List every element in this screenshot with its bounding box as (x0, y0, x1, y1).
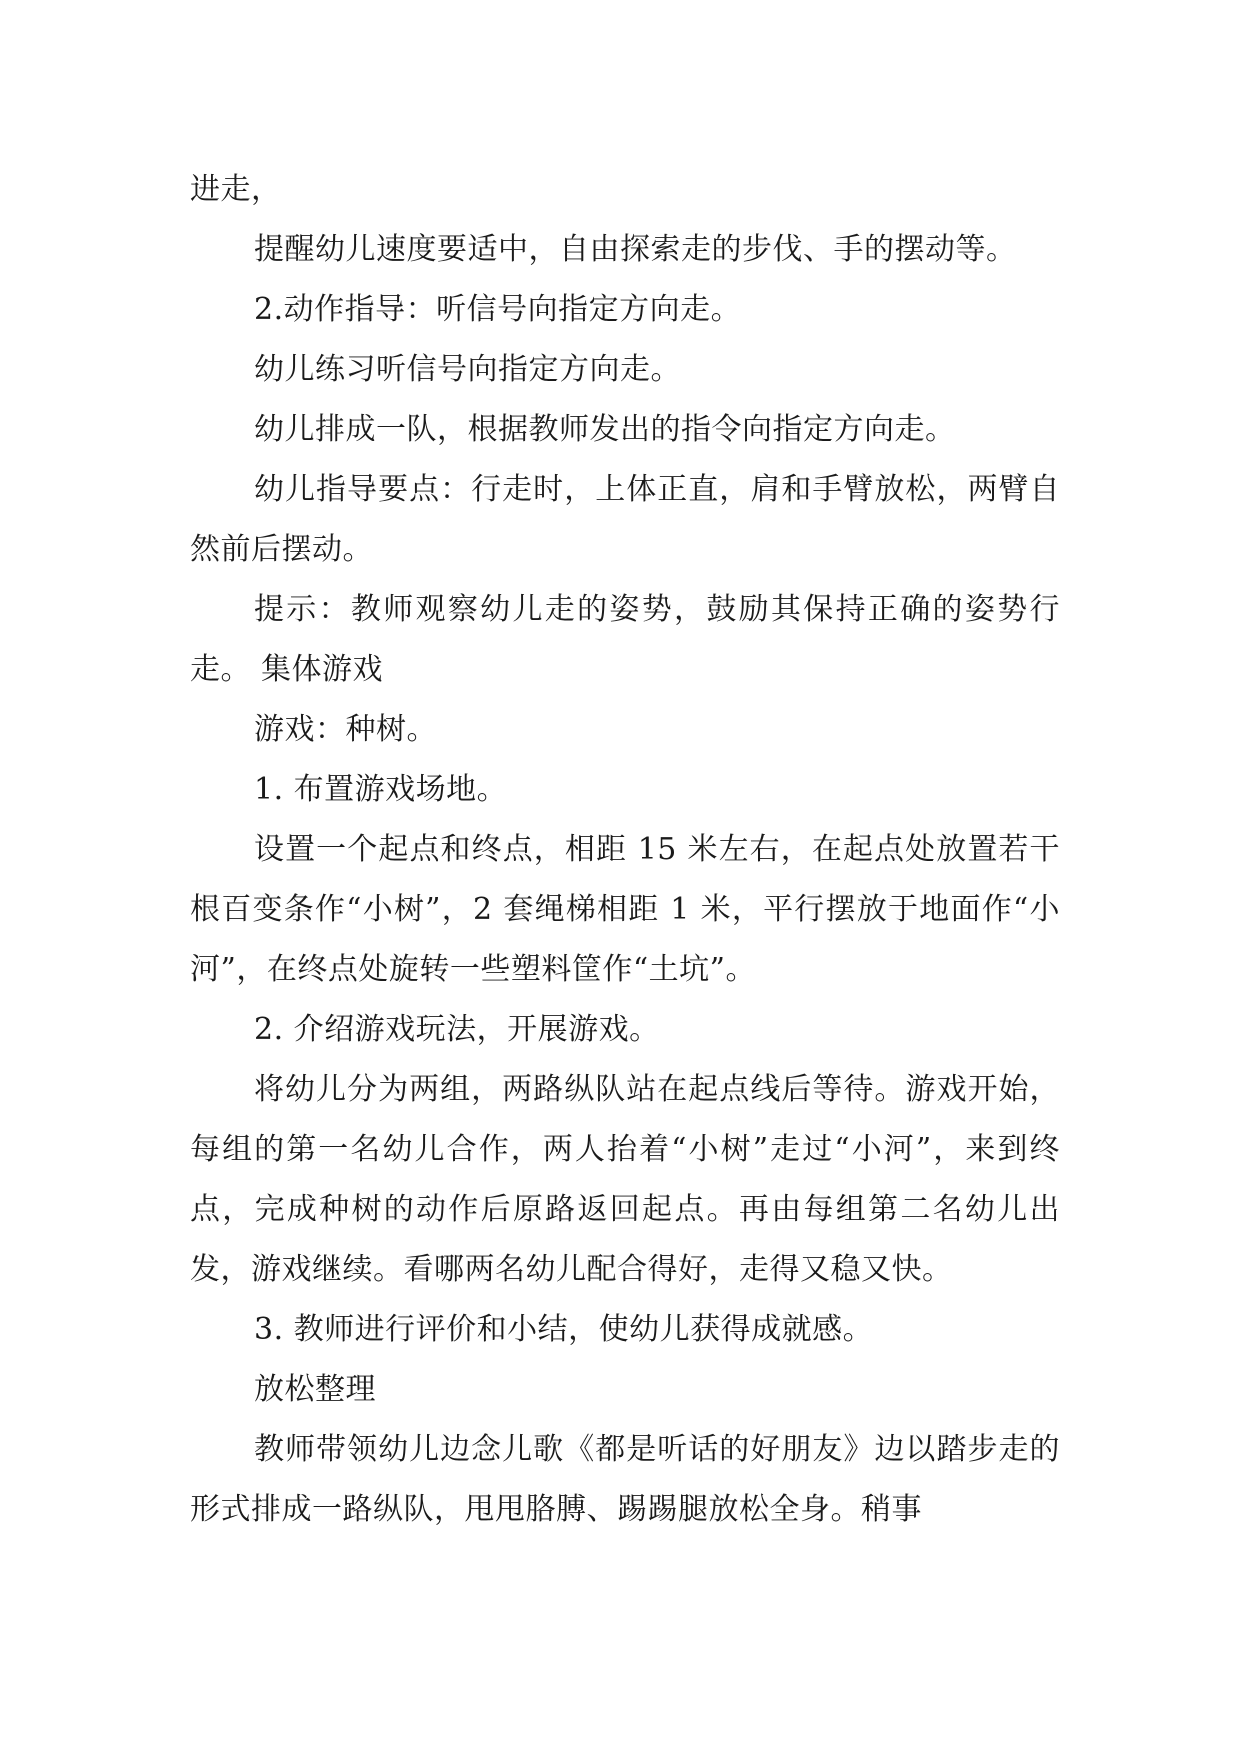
paragraph-line-up: 幼儿排成一队，根据教师发出的指令向指定方向走。 (254, 412, 956, 447)
paragraph-reminder-speed: 提醒幼儿速度要适中，自由探索走的步伐、手的摆动等。 (254, 232, 1017, 267)
paragraph-game-title: 游戏：种树。 (254, 712, 437, 747)
paragraph-continuation: 进走， (190, 172, 282, 207)
paragraph-cooldown: 教师带领幼儿边念儿歌《都是听话的好朋友》边以踏步走的形式排成一路纵队，甩甩胳膊、踢踢腿放松全身。稍事 (190, 1432, 1060, 1527)
paragraph-tip: 提示：教师观察幼儿走的姿势，鼓励其保持正确的姿势行走。 集体游戏 (190, 592, 1060, 687)
paragraph-step-1: 1. 布置游戏场地。 (254, 772, 508, 807)
paragraph-practice: 幼儿练习听信号向指定方向走。 (254, 352, 681, 387)
paragraph-key-points: 幼儿指导要点：行走时，上体正直，肩和手臂放松，两臂自然前后摆动。 (190, 472, 1060, 567)
paragraph-step-2: 2. 介绍游戏玩法，开展游戏。 (254, 1012, 660, 1047)
document-body (190, 160, 1060, 1540)
paragraph-game-rules: 将幼儿分为两组，两路纵队站在起点线后等待。游戏开始，每组的第一名幼儿合作，两人抬着“小树”走过“小河”，来到终点，完成种树的动作后原路返回起点。再由每组第二名幼儿出发，游戏继续。看哪两名幼儿配合得好，走得又稳又快。 (190, 1072, 1060, 1287)
paragraph-field-setup: 设置一个起点和终点，相距 15 米左右，在起点处放置若干根百变条作“小树”，2 套绳梯相距 1 米，平行摆放于地面作“小河”，在终点处旋转一些塑料筐作“土坑”。 (190, 832, 1060, 987)
paragraph-cooldown-heading: 放松整理 (254, 1372, 376, 1407)
paragraph-step-3: 3. 教师进行评价和小结，使幼儿获得成就感。 (254, 1312, 874, 1347)
paragraph-action-guidance: 2.动作指导：听信号向指定方向走。 (254, 292, 742, 327)
